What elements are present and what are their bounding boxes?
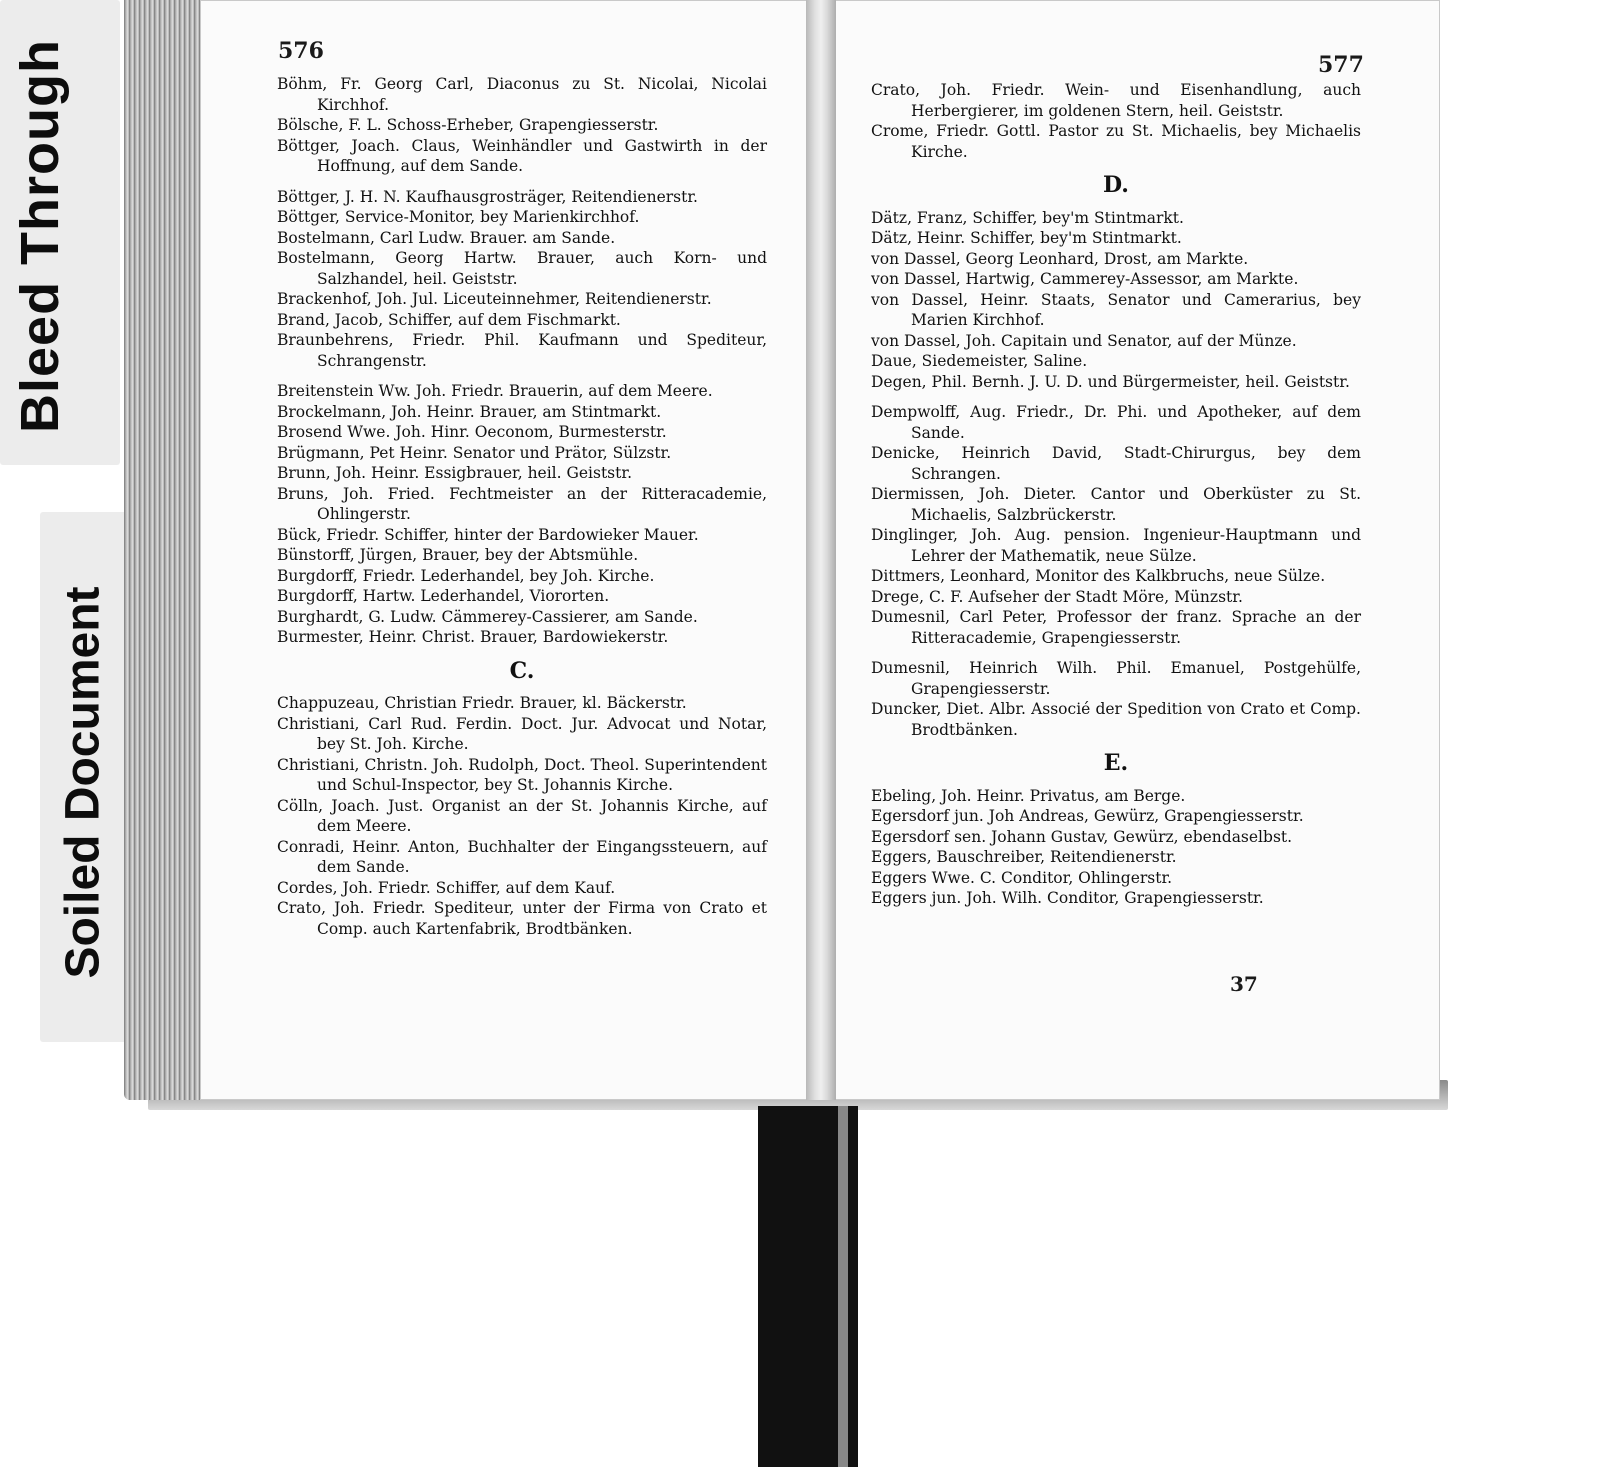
left-page-entries — [277, 74, 767, 939]
directory-entry: Dittmers, Leonhard, Monitor des Kalkbruchs, neue Sülze. — [871, 567, 1326, 585]
directory-entry: Burmester, Heinr. Christ. Brauer, Bardowiekerstr. — [277, 628, 669, 646]
directory-entry: Cölln, Joach. Just. Organist an der St. Johannis Kirche, auf dem Meere. — [277, 796, 767, 835]
directory-entry: Ebeling, Joh. Heinr. Privatus, am Berge. — [871, 786, 1186, 805]
left-page-number: 576 — [278, 38, 324, 64]
right-page-number: 577 — [1318, 52, 1364, 78]
directory-entry: Dumesnil, Carl Peter, Professor der franz. Sprache an der Ritteracademie, Grapengiesserstr. — [871, 608, 1361, 647]
right-page-entries — [871, 80, 1361, 909]
directory-entry: Christiani, Christn. Joh. Rudolph, Doct. Theol. Superintendent und Schul-Inspector, bey St. Johannis Kirche. — [277, 755, 767, 794]
page-edges — [124, 0, 204, 1100]
directory-entry: Brosend Wwe. Joh. Hinr. Oeconom, Burmesterstr. — [277, 423, 667, 441]
directory-entry: Eggers jun. Joh. Wilh. Conditor, Grapengiesserstr. — [871, 889, 1264, 907]
directory-entry: Christiani, Carl Rud. Ferdin. Doct. Jur. Advocat und Notar, bey St. Joh. Kirche. — [277, 714, 767, 753]
directory-entry: Eggers, Bauschreiber, Reitendienerstr. — [871, 848, 1177, 866]
directory-entry: Chappuzeau, Christian Friedr. Brauer, kl. Bäckerstr. — [277, 694, 687, 712]
directory-entry: Böttger, Service-Monitor, bey Marienkirchhof. — [277, 208, 640, 226]
directory-entry: Bruns, Joh. Fried. Fechtmeister an der Ritteracademie, Ohlingerstr. — [277, 484, 767, 523]
section-heading-d: D. — [1103, 172, 1129, 198]
section-heading-e: E. — [1103, 750, 1129, 776]
directory-entry: Burghardt, G. Ludw. Cämmerey-Cassierer, am Sande. — [277, 607, 698, 626]
directory-entry: Denicke, Heinrich David, Stadt-Chirurgus, bey dem Schrangen. — [871, 444, 1361, 483]
bleed-through-label: Bleed Through — [10, 39, 70, 433]
directory-entry: Crome, Friedr. Gottl. Pastor zu St. Michaelis, bey Michaelis Kirche. — [871, 122, 1361, 161]
directory-entry: Duncker, Diet. Albr. Associé der Spedition von Crato et Comp. Brodtbänken. — [871, 700, 1361, 739]
directory-entry: Cordes, Joh. Friedr. Schiffer, auf dem Kauf. — [277, 878, 616, 897]
directory-entry: Burgdorff, Hartw. Lederhandel, Viororten. — [277, 587, 610, 605]
directory-entry: Dumesnil, Heinrich Wilh. Phil. Emanuel, Postgehülfe, Grapengiesserstr. — [871, 659, 1361, 698]
directory-entry: Brockelmann, Joh. Heinr. Brauer, am Stintmarkt. — [277, 402, 662, 421]
directory-entry: Bölsche, F. L. Schoss-Erheber, Grapengiesserstr. — [277, 116, 659, 134]
directory-entry: Böttger, J. H. N. Kaufhausgrosträger, Reitendienerstr. — [277, 187, 698, 206]
directory-entry: Daue, Siedemeister, Saline. — [871, 352, 1088, 370]
directory-entry: Egersdorf sen. Johann Gustav, Gewürz, ebendaselbst. — [871, 827, 1293, 846]
directory-entry: Dätz, Franz, Schiffer, bey'm Stintmarkt. — [871, 208, 1184, 227]
directory-entry: Eggers Wwe. C. Conditor, Ohlingerstr. — [871, 868, 1173, 887]
directory-entry: Drege, C. F. Aufseher der Stadt Möre, Münzstr. — [871, 587, 1243, 606]
directory-entry: Breitenstein Ww. Joh. Friedr. Brauerin, auf dem Meere. — [277, 382, 713, 400]
directory-entry: Brügmann, Pet Heinr. Senator und Prätor, Sülzstr. — [277, 443, 672, 462]
directory-entry: Conradi, Heinr. Anton, Buchhalter der Eingangssteuern, auf dem Sande. — [277, 837, 767, 876]
directory-entry: von Dassel, Georg Leonhard, Drost, am Markte. — [871, 249, 1249, 268]
directory-entry: Bück, Friedr. Schiffer, hinter der Bardowieker Mauer. — [277, 525, 699, 544]
directory-entry: Böhm, Fr. Georg Carl, Diaconus zu St. Nicolai, Nicolai Kirchhof. — [277, 75, 767, 114]
directory-entry: Brunn, Joh. Heinr. Essigbrauer, heil. Geiststr. — [277, 464, 633, 482]
directory-entry: von Dassel, Joh. Capitain und Senator, auf der Münze. — [871, 331, 1297, 350]
directory-entry: Braunbehrens, Friedr. Phil. Kaufmann und Spediteur, Schrangenstr. — [277, 331, 767, 370]
directory-entry: von Dassel, Heinr. Staats, Senator und Camerarius, bey Marien Kirchhof. — [871, 290, 1361, 329]
directory-entry: Brand, Jacob, Schiffer, auf dem Fischmarkt. — [277, 310, 621, 329]
book-gutter — [806, 0, 836, 1100]
signature-mark: 37 — [1230, 972, 1258, 996]
soiled-document-label: Soiled Document — [56, 586, 110, 979]
directory-entry: Degen, Phil. Bernh. J. U. D. und Bürgermeister, heil. Geiststr. — [871, 372, 1350, 391]
directory-entry: Böttger, Joach. Claus, Weinhändler und Gastwirth in der Hoffnung, auf dem Sande. — [277, 136, 767, 175]
directory-entry: Dempwolff, Aug. Friedr., Dr. Phi. und Apotheker, auf dem Sande. — [871, 403, 1361, 442]
directory-entry: von Dassel, Hartwig, Cammerey-Assessor, am Markte. — [871, 270, 1299, 288]
directory-entry: Diermissen, Joh. Dieter. Cantor und Oberküster zu St. Michaelis, Salzbrückerstr. — [871, 485, 1361, 524]
directory-entry: Crato, Joh. Friedr. Wein- und Eisenhandlung, auch Herbergierer, im goldenen Stern, heil. Geiststr. — [871, 81, 1361, 120]
directory-entry: Egersdorf jun. Joh Andreas, Gewürz, Grapengiesserstr. — [871, 807, 1304, 825]
directory-entry: Brackenhof, Joh. Jul. Liceuteinnehmer, Reitendienerstr. — [277, 290, 712, 308]
section-heading-c: C. — [509, 657, 535, 684]
bookmark-ribbon-edge — [838, 1106, 848, 1467]
directory-entry: Bostelmann, Carl Ludw. Brauer. am Sande. — [277, 228, 616, 247]
directory-entry: Burgdorff, Friedr. Lederhandel, bey Joh. Kirche. — [277, 566, 655, 585]
directory-entry: Bostelmann, Georg Hartw. Brauer, auch Korn- und Salzhandel, heil. Geiststr. — [277, 249, 767, 288]
directory-entry: Crato, Joh. Friedr. Spediteur, unter der Firma von Crato et Comp. auch Kartenfabrik, Brodtbänken. — [277, 899, 767, 938]
directory-entry: Dinglinger, Joh. Aug. pension. Ingenieur-Hauptmann und Lehrer der Mathematik, neue Sülze. — [871, 526, 1361, 565]
directory-entry: Bünstorff, Jürgen, Brauer, bey der Abtsmühle. — [277, 546, 639, 564]
directory-entry: Dätz, Heinr. Schiffer, bey'm Stintmarkt. — [871, 229, 1182, 247]
